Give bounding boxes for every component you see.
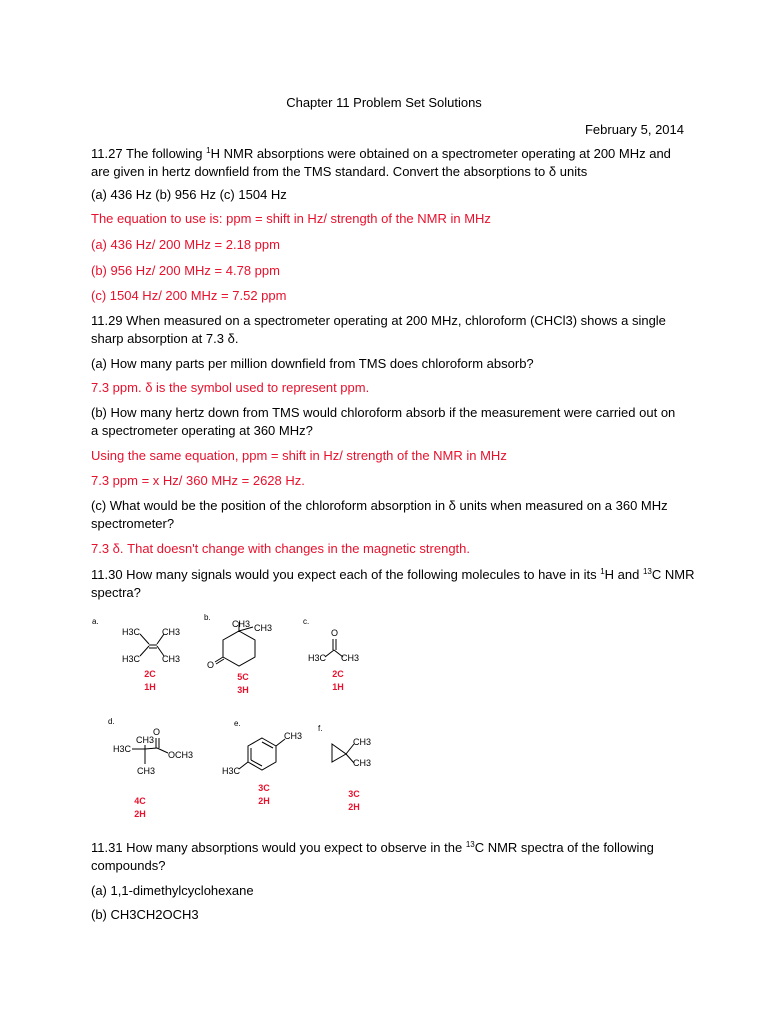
molecule-c-group: CH3 [341,653,360,663]
page-title: Chapter 11 Problem Set Solutions [286,95,482,110]
molecule-c-group: H3C [308,653,327,663]
q1127-answer-a: (a) 436 Hz/ 200 MHz = 2.18 ppm [91,237,280,252]
q1129-question-b1: (b) How many hertz down from TMS would chloroform absorb if the measurement were carried out on [91,405,676,420]
molecule-d-group: O [153,727,161,737]
molecule-f-group: CH3 [353,737,372,747]
molecule-a-group: CH3 [162,654,181,664]
q1127-answer-c: (c) 1504 Hz/ 200 MHz = 7.52 ppm [91,288,287,303]
molecule-f-counts: 3C 2H [348,789,360,812]
molecule-c-label: c. [303,617,310,626]
molecule-b-structure [205,618,295,673]
q1129-line1: 11.29 When measured on a spectrometer operating at 200 MHz, chloroform (CHCl3) shows a single [91,313,666,328]
molecule-a-structure [118,622,188,670]
molecule-a-group: CH3 [162,627,181,637]
molecule-b-group: CH3 [254,623,273,633]
q1129-question-c2: spectrometer? [91,516,175,531]
molecule-c-group: O [331,628,339,638]
molecule-a-counts: 2C 1H [144,669,156,692]
q1127-parts: (a) 436 Hz (b) 956 Hz (c) 1504 Hz [91,187,287,202]
molecule-d-group: OCH3 [168,750,194,760]
q1129-line2: sharp absorption at 7.3 δ. [91,331,239,346]
molecule-e-label: e. [234,719,241,728]
molecule-c-structure [307,626,367,666]
molecule-b-group: O [207,660,215,670]
molecule-b-group: CH3 [232,619,251,629]
molecule-e-group: CH3 [284,731,303,741]
molecule-a-label: a. [92,617,99,626]
molecule-a-group: H3C [122,627,141,637]
q1127-line1: 11.27 The following $^1$H NMR absorptions were obtained on a spectrometer operating at 200 MHz and [91,146,671,161]
q1127-line2: are given in hertz downfield from the TMS standard. Convert the absorptions to δ units [91,164,588,179]
q1127-equation: The equation to use is: ppm = shift in Hz/ strength of the NMR in MHz [91,211,491,226]
molecule-b-label: b. [204,613,211,622]
molecule-c-counts: 2C 1H [332,669,344,692]
q1129-question-b2: a spectrometer operating at 360 MHz? [91,423,313,438]
q1131-part-b: (b) CH3CH2OCH3 [91,907,199,922]
molecule-f-structure [326,732,386,772]
q1130-line1: 11.30 How many signals would you expect each of the following molecules to have in its $^1$H and $^{13}$C NMR [91,567,695,582]
q1129-question-c1: (c) What would be the position of the chloroform absorption in δ units when measured on a 360 MHz [91,498,668,513]
q1127-answer-b: (b) 956 Hz/ 200 MHz = 4.78 ppm [91,263,280,278]
q1131-line1: 11.31 How many absorptions would you expect to observe in the $^{13}$C NMR spectra of the following [91,840,654,855]
q1129-answer-b2: 7.3 ppm = x Hz/ 360 MHz = 2628 Hz. [91,473,305,488]
q1129-answer-a: 7.3 ppm. δ is the symbol used to represent ppm. [91,380,370,395]
q1131-part-a: (a) 1,1-dimethylcyclohexane [91,883,254,898]
molecule-b-counts: 5C 3H [237,672,249,695]
molecule-d-label: d. [108,717,115,726]
q1129-question-a: (a) How many parts per million downfield from TMS does chloroform absorb? [91,356,534,371]
q1129-answer-c: 7.3 δ. That doesn't change with changes in the magnetic strength. [91,541,471,556]
molecule-d-structure [112,726,202,778]
q1130-line2: spectra? [91,585,141,600]
molecule-e-structure [222,728,312,778]
molecule-f-group: CH3 [353,758,372,768]
molecule-d-group: CH3 [136,735,155,745]
molecule-d-group: H3C [113,744,132,754]
molecule-d-counts: 4C 2H [134,796,146,819]
q1131-line2: compounds? [91,858,166,873]
molecule-a-group: H3C [122,654,141,664]
molecule-e-counts: 3C 2H [258,783,270,806]
q1129-answer-b1: Using the same equation, ppm = shift in Hz/ strength of the NMR in MHz [91,448,507,463]
molecule-e-group: H3C [222,766,241,776]
date-line: February 5, 2014 [584,122,684,137]
molecule-d-group: CH3 [137,766,156,776]
molecule-f-label: f. [318,724,323,733]
